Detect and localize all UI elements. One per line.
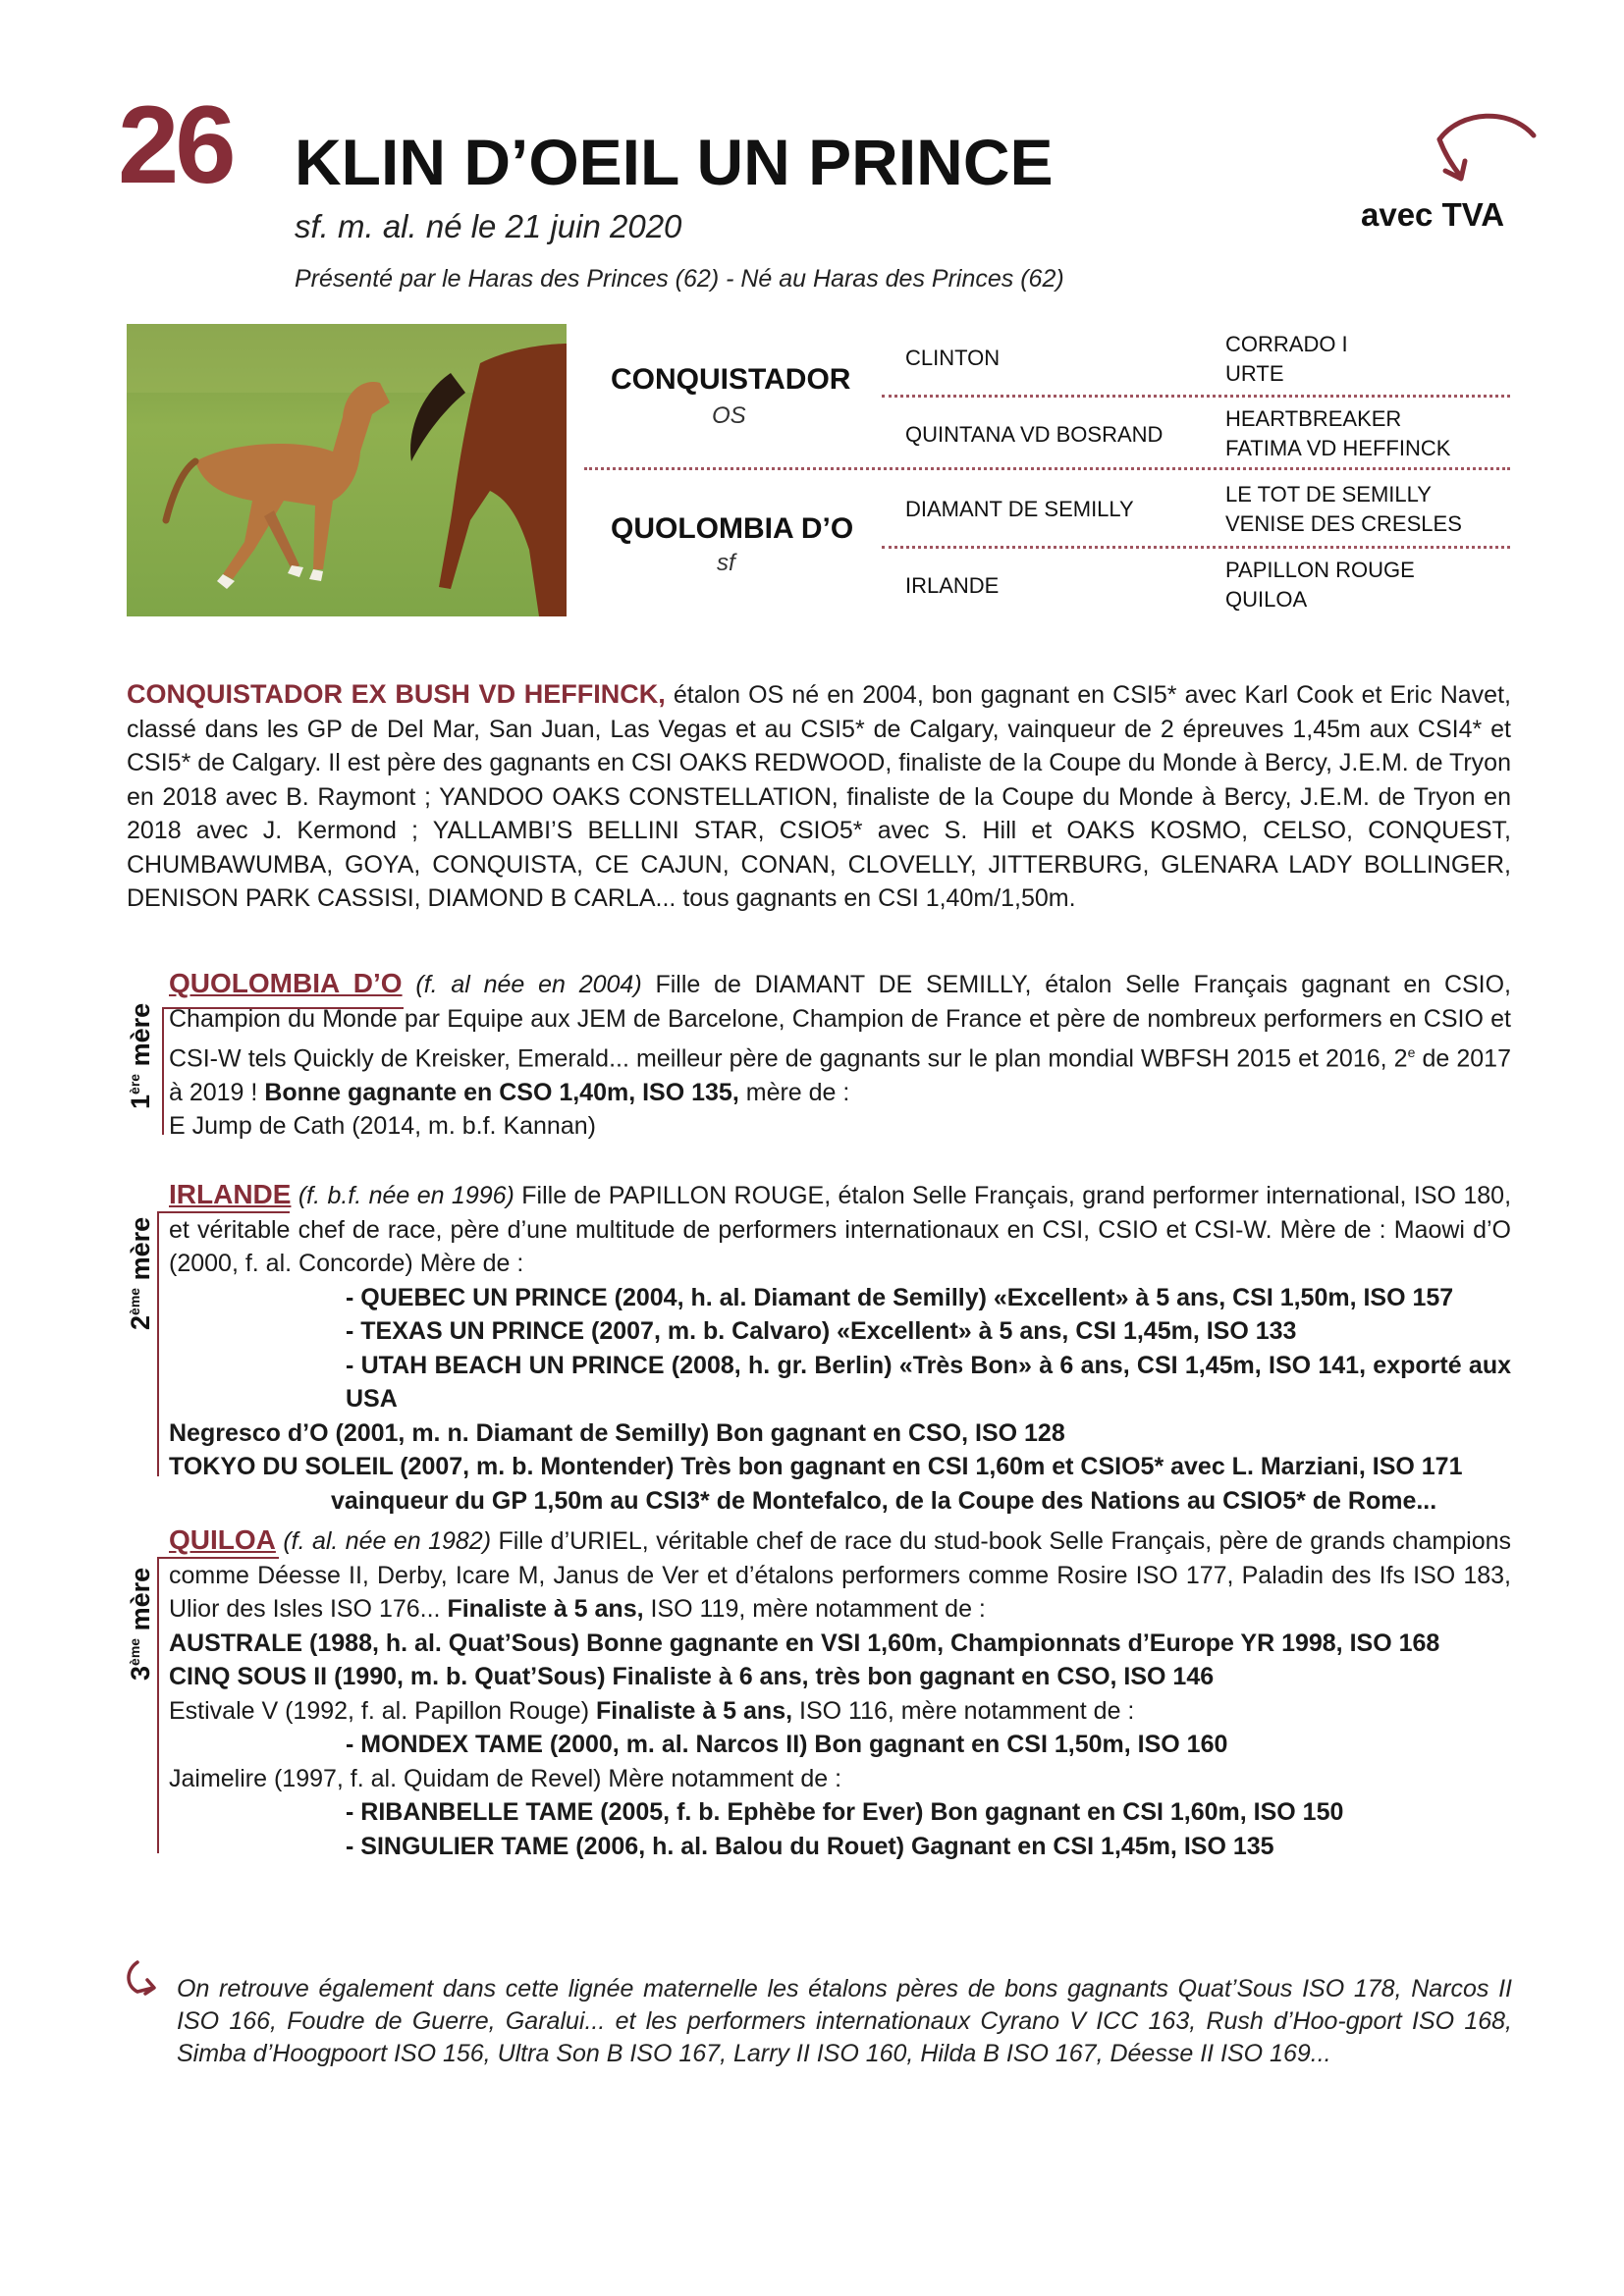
curved-arrow-icon [1432,108,1540,185]
mere1-label: 1ère mère [126,1002,155,1109]
lot-number: 26 [118,83,233,206]
mere2-tokyo-cont: vainqueur du GP 1,50m au CSI3* de Montefalco, de la Coupe des Nations au CSIO5* de Rome... [331,1486,1437,1515]
pedigree-granddam-2: IRLANDE [905,573,1000,598]
pedigree-divider-main [584,467,1510,470]
mere3-jaimelire: Jaimelire (1997, f. al. Quidam de Revel) Mère notamment de : [169,1764,842,1792]
pedigree-ggp-3: HEARTBREAKER [1225,406,1402,431]
mere3-name: QUILOA [169,1524,276,1555]
pedigree-ggp-6: VENISE DES CRESLES [1225,511,1462,536]
mere2-negresco: Negresco d’O (2001, m. n. Diamant de Semilly) Bon gagnant en CSO, ISO 128 [169,1418,1065,1447]
pedigree-ggp-1: CORRADO I [1225,332,1348,356]
mere3-estivale: Estivale V (1992, f. al. Papillon Rouge) Finaliste à 5 ans, ISO 116, mère notamment de : [169,1696,1135,1725]
mere3-paragraph: QUILOA (f. al. née en 1982) Fille d’URIEL, véritable chef de race du stud-book Selle Français, père de grands champions comme Déesse II, Derby, Icare M, Janus de Ver et d’étalons performers comme Rosire ISO 177, Paladin des Ifs ISO 183, Ulior des Isles ISO 176... Finaliste à 5 ans, ISO 119, mère notamment de : AUSTRALE (1988, h. al. Quat’Sous) Bonne gagnante en VSI 1,60m, Championnats d’Europe YR 1998, ISO 168 CINQ SOUS II (1990, m. b. Quat’Sous) Finaliste à 6 ans, très bon gagnant en CSO, ISO 146 Estivale V (1992, f. al. Papillon Rouge) Finaliste à 5 ans, ISO 116, mère notamment de : - MONDEX TAME (2000, m. al. Narcos II) Bon gagnant en CSI 1,50m, ISO 160 Jaimelire (1997, f. al. Quidam de Revel) Mère notamment de : - RIBANBELLE TAME (2005, f. b. Ephèbe for Ever) Bon gagnant en CSI 1,60m, ISO 150 - SINGULIER TAME (2006, h. al. Balou du Rouet) Gagnant en CSI 1,45m, ISO 135 [169,1523,1511,1863]
footer-note: On retrouve également dans cette lignée maternelle les étalons pères de bons gagnants Quat’Sous ISO 178, Narcos II ISO 166, Foudre de Guerre, Garalui... et les performers internationaux Cyrano V ICC 163, Rush d’Hoo-gport ISO 168, Simba d’Hoogpoort ISO 156, Ultra Son B ISO 167, Larry II ISO 160, Hilda B ISO 167, Déesse II ISO 169... [177,1975,1512,2067]
mere2-produce-2: - TEXAS UN PRINCE (2007, m. b. Calvaro) «Excellent» à 5 ans, CSI 1,45m, ISO 133 [346,1317,1297,1345]
mere3-bracket [157,1557,159,1853]
mere3-label: 3ème mère [126,1567,155,1681]
pedigree-ggp-4: FATIMA VD HEFFINCK [1225,436,1451,460]
mere3-ribanbelle: - RIBANBELLE TAME (2005, f. b. Ephèbe for Ever) Bon gagnant en CSI 1,60m, ISO 150 [346,1798,1344,1826]
mere2-bracket [157,1211,159,1476]
mere3-cinq-sous: CINQ SOUS II (1990, m. b. Quat’Sous) Finaliste à 6 ans, très bon gagnant en CSO, ISO 146 [169,1663,1215,1690]
mere3-mondex: - MONDEX TAME (2000, m. al. Narcos II) Bon gagnant en CSI 1,50m, ISO 160 [346,1731,1228,1758]
mere2-paragraph: IRLANDE (f. b.f. née en 1996) Fille de PAPILLON ROUGE, étalon Selle Français, grand performer international, ISO 180, et véritable chef de race, père d’une multitude de performers internationaux en CSI, CSIO et CSI-W. Mère de : Maowi d’O (2000, f. al. Concorde) Mère de : - QUEBEC UN PRINCE (2004, h. al. Diamant de Semilly) «Excellent» à 5 ans, CSI 1,50m, ISO 157 - TEXAS UN PRINCE (2007, m. b. Calvaro) «Excellent» à 5 ans, CSI 1,45m, ISO 133 - UTAH BEACH UN PRINCE (2008, h. gr. Berlin) «Très Bon» à 6 ans, CSI 1,45m, ISO 141, exporté aux USA Negresco d’O (2001, m. n. Diamant de Semilly) Bon gagnant en CSO, ISO 128 TOKYO DU SOLEIL (2007, m. b. Montender) Très bon gagnant en CSI 1,60m et CSIO5* avec L. Marziani, ISO 171 vainqueur du GP 1,50m au CSI3* de Montefalco, de la Coupe des Nations au CSIO5* de Rome... [169,1178,1511,1518]
sire-paragraph [127,677,1511,916]
mere1-paragraph: QUOLOMBIA D’O (f. al née en 2004) Fille de DIAMANT DE SEMILLY, étalon Selle Français gagnant en CSIO, Champion du Monde par Equipe aux JEM de Barcelone, Champion de France et père de nombreux performers en CSIO et CSI-W tels Quickly de Kreisker, Emerald... meilleur père de gagnants sur le plan mondial WBFSH 2015 et 2016, 2e de 2017 à 2019 ! Bonne gagnante en CSO 1,40m, ISO 135, mère de : E Jump de Cath (2014, m. b.f. Kannan) [169,967,1511,1144]
mere2-label: 2ème mère [126,1216,155,1330]
foal-photo [127,324,567,616]
pedigree-sire-stud: OS [712,402,746,429]
mere2-tokyo: TOKYO DU SOLEIL (2007, m. b. Montender) Très bon gagnant en CSI 1,60m et CSIO5* avec L. Marziani, ISO 171 [169,1453,1463,1480]
pedigree-divider [882,395,1510,398]
horse-description: sf. m. al. né le 21 juin 2020 [295,208,682,244]
pedigree-sire: CONQUISTADOR [611,363,851,396]
pedigree-ggp-5: LE TOT DE SEMILLY [1225,482,1432,507]
sire-text: étalon OS né en 2004, bon gagnant en CSI5* avec Karl Cook et Eric Navet, classé dans les GP de Del Mar, San Juan, Las Vegas et au CSI5* de Calgary, vainqueur de 2 épreuves 1,45m aux CSI4* et CSI5* de Calgary. Il est père des gagnants en CSI OAKS REDWOOD, finaliste de la Coupe du Monde à Bercy, J.E.M. de Tryon en 2018 avec B. Raymont ; YANDOO OAKS CONSTELLATION, finaliste de la Coupe du Monde à Bercy, J.E.M. de Tryon en 2018 avec J. Kermond ; YALLAMBI’S BELLINI STAR, CSIO5* avec S. Hill et OAKS KOSMO, CELSO, CONQUEST, CHUMBAWUMBA, GOYA, CONQUISTA, CE CAJUN, CONAN, CLOVELLY, JITTERBURG, GLENARA LADY BOLLINGER, DENISON PARK CASSISI, DIAMOND B CARLA... tous gagnants en CSI 1,40m/1,50m. [127,681,1511,912]
arrow-return-icon [124,1958,159,1998]
pedigree-dam: QUOLOMBIA D’O [611,512,854,545]
mere2-produce-3: - UTAH BEACH UN PRINCE (2008, h. gr. Berlin) «Très Bon» à 6 ans, CSI 1,45m, ISO 141, exporté aux USA [346,1351,1511,1413]
mere2-produce-1: - QUEBEC UN PRINCE (2004, h. al. Diamant de Semilly) «Excellent» à 5 ans, CSI 1,50m, ISO 157 [346,1283,1454,1311]
pedigree-divider [882,546,1510,549]
tva-label: avec TVA [1361,196,1505,233]
mere1-name: QUOLOMBIA D’O [169,968,403,998]
pedigree-granddam-1: QUINTANA VD BOSRAND [905,422,1164,447]
mere1-produce: E Jump de Cath (2014, m. b.f. Kannan) [169,1112,596,1141]
mere2-name: IRLANDE [169,1179,292,1209]
pedigree-grandsire-1: CLINTON [905,346,1001,370]
presenter-line: Présenté par le Haras des Princes (62) - Né au Haras des Princes (62) [295,265,1064,293]
mere1-bracket [162,1007,164,1135]
mere3-singulier: - SINGULIER TAME (2006, h. al. Balou du Rouet) Gagnant en CSI 1,45m, ISO 135 [346,1832,1274,1860]
horse-name: KLIN D’OEIL UN PRINCE [295,126,1054,198]
mere3-australe: AUSTRALE (1988, h. al. Quat’Sous) Bonne gagnante en VSI 1,60m, Championnats d’Europe YR 1998, ISO 168 [169,1629,1440,1657]
pedigree-ggp-7: PAPILLON ROUGE [1225,558,1415,582]
sire-title: CONQUISTADOR EX BUSH VD HEFFINCK, [127,679,666,709]
pedigree-dam-stud: sf [717,550,735,576]
pedigree-ggp-8: QUILOA [1225,587,1308,612]
pedigree-grandsire-2: DIAMANT DE SEMILLY [905,497,1134,521]
pedigree-ggp-2: URTE [1225,361,1284,386]
